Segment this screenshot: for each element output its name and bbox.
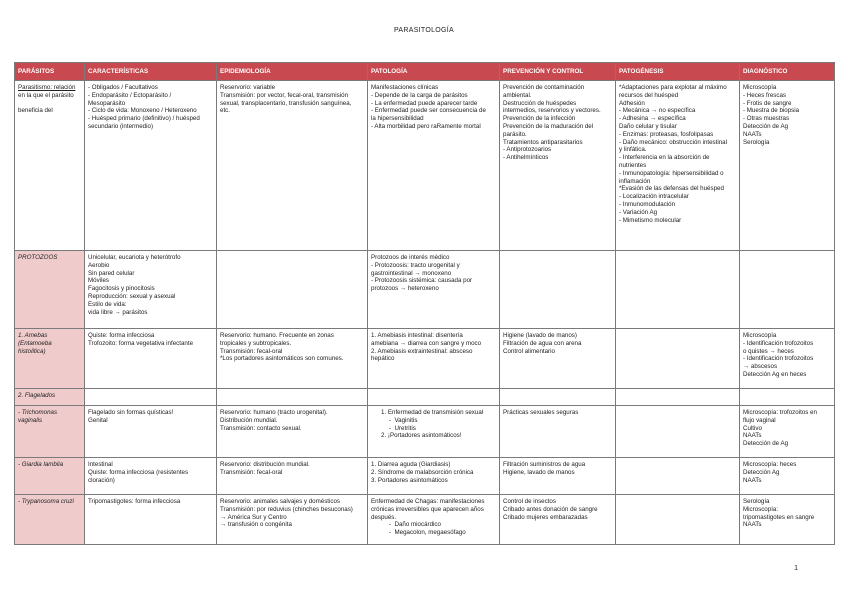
cell-line: - Enfermedad puede ser consecuencia de [371, 107, 486, 115]
table-row [15, 81, 835, 251]
cell-line: cloración) [88, 476, 115, 484]
cell-line: *Adaptaciones para explotar al máximo [619, 84, 727, 91]
cell-line: parásito. [503, 130, 527, 138]
cell-line: Fagocitosis y pinocitosis [88, 285, 155, 293]
cell-line: después. [371, 513, 397, 521]
cell-line: - Antihelmínticos [503, 154, 549, 162]
cell-line: Quiste: forma infecciosa [88, 332, 155, 339]
cell-amebas [15, 329, 85, 389]
row-label: 2. Flagelados [18, 392, 56, 399]
cell-text: Daño miocárdico [394, 521, 441, 529]
header-patologia: PATOLOGÍA [368, 63, 500, 81]
cell-line: Serología [743, 498, 770, 505]
cell-patogenesis [616, 458, 740, 495]
cell-caracteristicas [85, 81, 217, 251]
cell-line: histolitica) [18, 347, 46, 355]
cell-line: gastrointestinal → monoxeno [371, 269, 452, 277]
cell-line: Filtración suministros de agua [503, 461, 586, 468]
cell-line: → abscesos [743, 363, 778, 371]
cell-line: Mesoparásito [88, 99, 126, 107]
cell-caracteristicas [85, 495, 217, 545]
cell-line: - Muestra de biopsia [743, 107, 800, 115]
cell-line: y linfática. [619, 146, 647, 154]
cell-line: Transmisión: por vector, fecal-oral, transmisión [220, 91, 349, 99]
cell-line: - Megacolon, megaesófago [389, 529, 466, 537]
cell-prevencion [500, 495, 616, 545]
cell-line: *Los portadores asintomáticos son comunes. [220, 355, 344, 363]
cell-line: Destrucción de huéspedes [503, 99, 577, 107]
cell-line: Microscopía [743, 332, 777, 339]
cell-prevencion [500, 81, 616, 251]
cell-diagnostico [740, 329, 835, 389]
cell-line: Sin pared celular [88, 269, 135, 277]
cell-line: Reservorio: animales salvajes y domésticos [220, 498, 341, 505]
cell-line: 2. Amebiasis extraintestinal: absceso [371, 347, 473, 355]
cell-line: Reservorio: variable [220, 84, 276, 91]
cell-empty [217, 389, 368, 406]
cell-text: Uretritis [394, 424, 416, 432]
cell-line: Enfermedad de Chagas: manifestaciones [371, 498, 485, 505]
cell-line: - La enfermedad puede aparecer tarde [371, 99, 478, 107]
cell-line: Control de insectos [503, 498, 556, 505]
cell-line: Filtración de agua con arena [503, 339, 582, 347]
cell-line: Detección Ag [743, 468, 780, 476]
cell-diagnostico [740, 495, 835, 545]
cell-line: sexual, transplacentario, transfusión sanguínea, [220, 99, 352, 107]
table-row [15, 329, 835, 389]
cell-line: NAATs [743, 130, 762, 138]
cell-line: Reservorio: humano (tracto urogenital). [220, 409, 328, 416]
header-parasitos: PARÁSITOS [15, 63, 85, 81]
cell-line: Adhesión [619, 99, 645, 107]
cell-line: Higiene (lavado de manos) [503, 332, 577, 339]
cell-line: recursos del huésped [619, 91, 679, 99]
cell-empty [500, 389, 616, 406]
row-label: - Trichomonas [18, 409, 58, 416]
cell-prevencion [500, 458, 616, 495]
cell-line: Microscopía: trofozoitos en [743, 409, 817, 416]
cell-caracteristicas [85, 406, 217, 458]
table-header-row [15, 63, 835, 81]
cell-line: Prevención de la maduración del [503, 122, 594, 130]
cell-patogenesis [616, 81, 740, 251]
cell-line: - Localización intracelular [619, 193, 689, 201]
cell-line: amebiana → diarrea con sangre y moco [371, 339, 482, 347]
header-epidemiologia: EPIDEMIOLOGÍA [217, 63, 368, 81]
page-title: PARASITOLOGÍA [393, 27, 455, 34]
row-label: - Giardia lamblia [18, 461, 64, 468]
cell-line: - Endoparásito / Ectoparásito / [88, 91, 172, 99]
cell-prevencion [500, 329, 616, 389]
cell-line: Cribado mujeres embarazadas [503, 513, 588, 521]
cell-line: - Adhesina → específica [619, 115, 686, 123]
cell-trichomonas [15, 406, 85, 458]
cell-line: la hipersensibilidad [371, 115, 424, 123]
parasitism-term: Parasitismo: relación [18, 84, 76, 91]
cell-empty [740, 389, 835, 406]
cell-diagnostico [740, 251, 835, 329]
cell-line: - Ciclo de vida: Monoxeno / Heteroxeno [88, 107, 197, 115]
cell-line: NAATs [743, 476, 762, 484]
cell-line: - Mecánica → no específica [619, 107, 696, 115]
row-label: - Trypanosoma cruzi [18, 498, 74, 505]
cell-line: NAATs [743, 521, 762, 529]
cell-empty [616, 389, 740, 406]
cell-epidemiologia [217, 81, 368, 251]
cell-epidemiologia [217, 329, 368, 389]
cell-line: Distribución mundial. [220, 416, 278, 424]
cell-line: - Inmunopatología: hipersensibilidad o [619, 169, 724, 177]
table-row [15, 458, 835, 495]
cell-patologia [368, 406, 500, 458]
cell-line: - Identificación trofozoitos [743, 355, 814, 363]
cell-line: Detección de Ag [743, 122, 789, 130]
table-row [15, 389, 835, 406]
cell-patologia [368, 329, 500, 389]
cell-line: vida libre → parásitos [88, 308, 148, 316]
cell-line: 1. Diarrea aguda (Giardiasis) [371, 461, 451, 468]
row-label: PROTOZOOS [18, 254, 58, 261]
cell-line: inflamación [619, 177, 651, 185]
header-diagnostico: DIAGNÓSTICO [740, 63, 835, 81]
cell-line: - Inmunomodulación [619, 200, 676, 208]
header-caracteristicas: CARACTERÍSTICAS [85, 63, 217, 81]
cell-line: - Protozoosis sistémica: causada por [371, 277, 473, 285]
cell-line: beneficia del [18, 107, 53, 115]
cell-line: intermedios, reservorios y vectores. [503, 107, 601, 115]
cell-line: - Daño mecánico: obstrucción intestinal [619, 138, 727, 146]
cell-line: nutrientes [619, 161, 647, 169]
cell-line: hepático [371, 355, 395, 363]
cell-line: - Variación Ag [619, 208, 658, 216]
cell-caracteristicas [85, 251, 217, 329]
cell-diagnostico [740, 458, 835, 495]
cell-giardia [15, 458, 85, 495]
cell-line: - Vaginitis [389, 416, 418, 424]
cell-line: Aerobio [88, 261, 110, 269]
cell-patologia [368, 458, 500, 495]
cell-line: - Interferencia en la absorción de [619, 154, 710, 162]
cell-line: Unicelular, eucariota y heterótrofo [88, 254, 181, 261]
cell-text: Vaginitis [394, 416, 418, 424]
cell-empty [368, 389, 500, 406]
cell-trypanosoma [15, 495, 85, 545]
cell-caracteristicas [85, 458, 217, 495]
cell-line: Prácticas sexuales seguras [503, 409, 579, 416]
cell-line: 2. Síndrome de malabsorción crónica [371, 468, 474, 476]
header-prevencion: PREVENCIÓN Y CONTROL [500, 63, 616, 81]
cell-empty [85, 389, 217, 406]
cell-line: - Daño miocárdico [389, 521, 441, 529]
cell-line: Estilo de vida: [88, 300, 127, 308]
cell-line: - Otras muestras [743, 115, 790, 123]
cell-line: Cribado antes donación de sangre [503, 505, 598, 513]
cell-line: Detección de Ag [743, 440, 789, 448]
cell-line: Microscopía [743, 84, 777, 91]
cell-line: Prevención de la infección [503, 115, 576, 123]
cell-epidemiologia [217, 458, 368, 495]
cell-line: Tripomastigotes: forma infecciosa [88, 498, 181, 505]
cell-diagnostico [740, 81, 835, 251]
cell-line: tropicales y subtropicales. [220, 339, 292, 347]
cell-line: Cultivo [743, 424, 762, 432]
cell-line: - Enzimas: proteasas, fosfolipasas [619, 130, 714, 138]
cell-patologia [368, 495, 500, 545]
cell-patogenesis [616, 251, 740, 329]
cell-flagelados [15, 389, 85, 406]
cell-line: 1. Amebiasis intestinal: disentería [371, 332, 463, 339]
cell-line: Daño celular y tisular [619, 122, 677, 130]
cell-line: protozoos → heteroxeno [371, 285, 439, 293]
cell-line: *Evasión de las defensas del huésped [619, 185, 724, 193]
cell-line: Transmisión: fecal-oral [220, 468, 283, 476]
cell-line: - Antiprotozoarios [503, 146, 552, 154]
cell-line: Microscopía: heces [743, 461, 797, 468]
cell-line: flujo vaginal [743, 416, 776, 424]
cell-line: Reservorio: distribución mundial. [220, 461, 310, 468]
cell-line: (Entamoeba [18, 339, 52, 347]
cell-line: vaginalis [18, 416, 43, 424]
cell-line: Transmisión: fecal-oral [220, 347, 283, 355]
cell-line: tripomastigotes en sangre [743, 513, 815, 521]
cell-line: Manifestaciones clínicas [371, 84, 439, 91]
cell-line: Control alimentario [503, 347, 555, 355]
cell-line: - Huésped primario (definitivo) / huésped [88, 115, 200, 123]
cell-line: etc. [220, 107, 230, 115]
cell-line [18, 100, 81, 108]
cell-line: 3. Portadores asintomáticos [371, 476, 448, 484]
cell-line: crónicas irreversibles que aparecen años [371, 505, 484, 513]
cell-line: → transfusión o congénita [220, 521, 292, 529]
cell-line: → América Sur y Centro [220, 513, 287, 521]
cell-diagnostico [740, 406, 835, 458]
cell-line: Transmisión: contacto sexual. [220, 424, 302, 432]
cell-epidemiologia [217, 495, 368, 545]
cell-line: Genital [88, 416, 108, 424]
cell-line: secundario (intermedio) [88, 122, 153, 130]
cell-line: Tratamientos antiparasitarios [503, 138, 583, 146]
cell-line: Higiene, lavado de manos [503, 468, 575, 476]
cell-line: Quiste: forma infecciosa (resistentes [88, 468, 189, 476]
header-patogenesis: PATOGÉNESIS [616, 63, 740, 81]
cell-line: Reproducción: sexual y asexual [88, 292, 176, 300]
cell-line: NAATs [743, 432, 762, 440]
cell-caracteristicas [85, 329, 217, 389]
cell-line: - Identificación trofozoitos [743, 339, 814, 347]
cell-line: Transmisión: por reduvius (chinches besuconas) [220, 505, 353, 513]
cell-patologia [368, 251, 500, 329]
cell-line: Protozoos de interés médico [371, 254, 450, 261]
cell-patogenesis [616, 406, 740, 458]
cell-epidemiologia [217, 251, 368, 329]
cell-text: Megacolon, megaesófago [394, 529, 466, 537]
cell-patologia [368, 81, 500, 251]
cell-line: Detección Ag en heces [743, 370, 807, 378]
cell-line: - Heces frescas [743, 91, 786, 99]
cell-line: Flagelado sin formas quísticas! [88, 409, 174, 416]
cell-prevencion [500, 406, 616, 458]
cell-line: o quistes → heces [743, 347, 794, 355]
cell-line: Prevención de contaminación [503, 84, 585, 91]
cell-line: Intestinal [88, 461, 113, 468]
cell-patogenesis [616, 329, 740, 389]
cell-line: - Protozoosis: tracto urogenital y [371, 261, 460, 269]
cell-line: 1. Enfermedad de transmisión sexual [381, 409, 484, 416]
cell-line: - Depende de la carga de parásitos [371, 91, 468, 99]
cell-parasitismo [15, 81, 85, 251]
cell-epidemiologia [217, 406, 368, 458]
table-row [15, 495, 835, 545]
cell-line: - Frotis de sangre [743, 99, 792, 107]
cell-line: - Alta morbilidad pero raRamente mortal [371, 122, 481, 130]
cell-patogenesis [616, 495, 740, 545]
cell-line: Microscopía: [743, 505, 779, 513]
cell-protozoos [15, 251, 85, 329]
cell-line: Móviles [88, 277, 109, 285]
cell-line: Serología [743, 138, 770, 146]
cell-line: - Obligados / Facultativos [88, 84, 158, 91]
cell-prevencion [500, 251, 616, 329]
parasitology-table [14, 62, 835, 545]
cell-line: ambiental. [503, 91, 532, 99]
page-number: 1 [794, 565, 798, 572]
cell-line: 2. ¡Portadores asintomáticos! [381, 432, 462, 440]
cell-line: Trofozoito: forma vegetativa infectante [88, 339, 194, 347]
row-label: 1. Amebas [18, 332, 48, 339]
cell-line: en la que el parásito [18, 91, 74, 99]
table-row [15, 251, 835, 329]
table-row [15, 406, 835, 458]
cell-line: - Mimetismo molecular [619, 216, 682, 224]
cell-line: Reservorio: humano. Frecuente en zonas [220, 332, 334, 339]
cell-line: - Uretritis [389, 424, 416, 432]
